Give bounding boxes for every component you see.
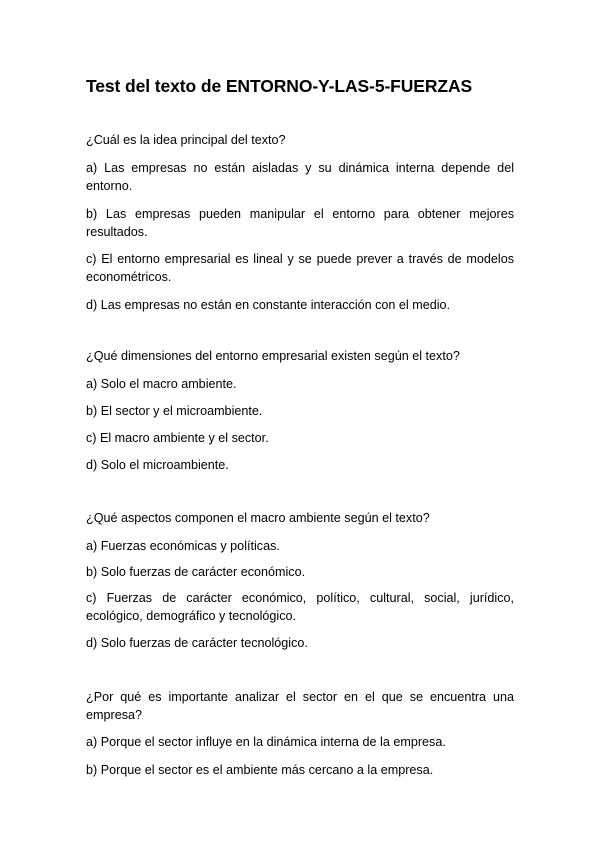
answer-option: d) Solo fuerzas de carácter tecnológico. <box>86 636 308 650</box>
answer-option: c) Fuerzas de carácter económico, político, cultural, social, jurídico, ecológico, demográfico y tecnológico. <box>86 591 514 623</box>
answer-option: a) Las empresas no están aisladas y su dinámica interna depende del entorno. <box>86 161 514 193</box>
answer-option: d) Solo el microambiente. <box>86 458 229 472</box>
answer-option: a) Porque el sector influye en la dinámica interna de la empresa. <box>86 735 446 749</box>
page-title: Test del texto de ENTORNO-Y-LAS-5-FUERZAS <box>86 76 473 96</box>
answer-option: a) Solo el macro ambiente. <box>86 377 237 391</box>
question-text: ¿Cuál es la idea principal del texto? <box>86 133 286 147</box>
question-text: ¿Qué aspectos componen el macro ambiente según el texto? <box>86 511 430 525</box>
question-text: ¿Por qué es importante analizar el sector en el que se encuentra una empresa? <box>86 690 514 722</box>
answer-option: c) El macro ambiente y el sector. <box>86 431 269 445</box>
answer-option: b) Solo fuerzas de carácter económico. <box>86 565 306 579</box>
answer-option: c) El entorno empresarial es lineal y se puede prever a través de modelos econométricos. <box>86 252 514 284</box>
answer-option: a) Fuerzas económicas y políticas. <box>86 539 280 553</box>
answer-option: b) Porque el sector es el ambiente más cercano a la empresa. <box>86 763 434 777</box>
answer-option: d) Las empresas no están en constante interacción con el medio. <box>86 298 451 312</box>
question-text: ¿Qué dimensiones del entorno empresarial existen según el texto? <box>86 349 460 363</box>
answer-option: b) El sector y el microambiente. <box>86 404 263 418</box>
answer-option: b) Las empresas pueden manipular el entorno para obtener mejores resultados. <box>86 207 514 239</box>
